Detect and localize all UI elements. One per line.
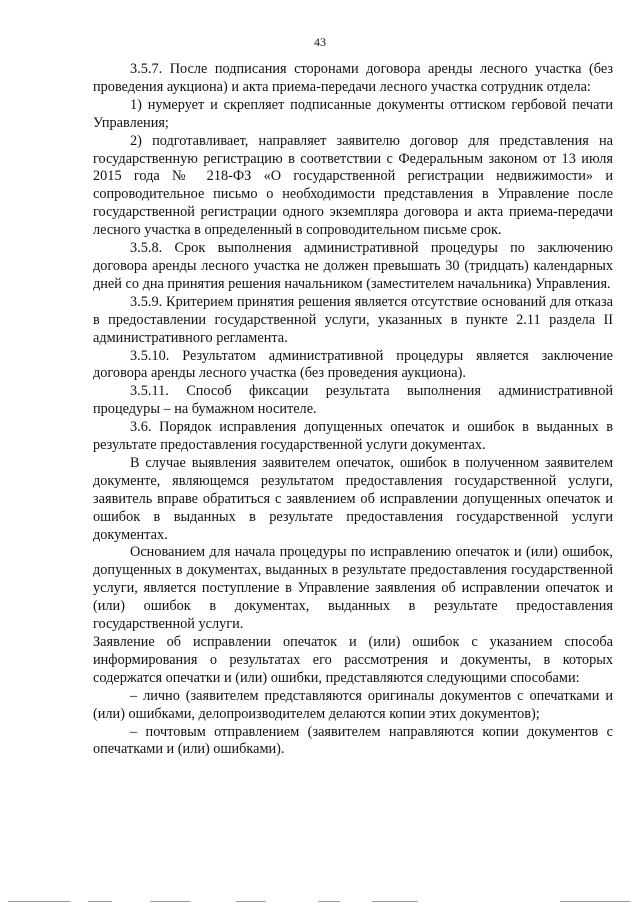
paragraph-3-5-10: 3.5.10. Результатом административной процедуры является заключение договора аренды лесного участка (без проведения аукциона). bbox=[93, 347, 613, 382]
scan-mark bbox=[318, 901, 340, 902]
paragraph-3-5-9: 3.5.9. Критерием принятия решения является отсутствие оснований для отказа в предоставлении государственной услуги, указанных в пункте 2.11 раздела II административного регламента. bbox=[93, 293, 613, 346]
paragraph-3-5-11: 3.5.11. Способ фиксации результата выполнения административной процедуры – на бумажном носителе. bbox=[93, 383, 613, 418]
paragraph-3-5-7: 3.5.7. После подписания сторонами договора аренды лесного участка (без проведения аукциона) и акта приема-передачи лесного участка сотрудник отдела: bbox=[93, 61, 613, 95]
paragraph-error-detection: В случае выявления заявителем опечаток, ошибок в полученном заявителем документе, являющемся результатом предоставления государственной услуги, заявитель вправе обратиться с заявлением об исправлении допущенных опечаток и ошибок в выданных в результате предоставления государственной услуги документах. bbox=[93, 454, 613, 543]
paragraph-3-6-heading: 3.6. Порядок исправления допущенных опечаток и ошибок в выданных в результате предоставления государственной услуги документах. bbox=[93, 419, 613, 454]
paragraph-submission-methods: Заявление об исправлении опечаток и (или) ошибок с указанием способа информирования о результатах его рассмотрения и документы, в которых содержатся опечатки и (или) ошибки, представляются следующими способами: bbox=[93, 634, 613, 686]
paragraph-in-person: – лично (заявителем представляются оригиналы документов с опечатками и (или) ошибками, делопроизводителем делаются копии этих документов); bbox=[93, 687, 613, 722]
page-number: 43 bbox=[314, 35, 326, 49]
scan-mark bbox=[236, 901, 266, 902]
document-body bbox=[93, 61, 613, 759]
paragraph-item-2: 2) подготавливает, направляет заявителю договор для представления на государственную регистрацию в соответствии с Федеральным законом от 13 июля 2015 года № 218-ФЗ «О государственной регистрации недвижимости» и сопроводительное письмо о необходимости представления в Управление после государственной регистрации одного экземпляра договора и акта приема-передачи лесного участка в определенный в сопроводительном письме срок. bbox=[93, 132, 613, 239]
scan-mark bbox=[560, 901, 630, 902]
scan-mark bbox=[150, 901, 190, 902]
paragraph-3-5-8: 3.5.8. Срок выполнения административной процедуры по заключению договора аренды лесного участка не должен превышать 30 (тридцать) календарных дней со дна принятия решения начальником (заместителем начальника) Управления. bbox=[93, 240, 613, 292]
scan-mark bbox=[372, 901, 418, 902]
scan-edge-artifacts bbox=[0, 895, 640, 905]
paragraph-procedure-basis: Основанием для начала процедуры по исправлению опечаток и (или) ошибок, допущенных в документах, выданных в результате предоставления государственной услуги, является поступление в Управление заявления об исправлении опечаток и (или) ошибок в документах, выданных в результате предоставления государственной услуги. bbox=[93, 544, 613, 633]
paragraph-by-mail: – почтовым отправлением (заявителем направляются копии документов с опечатками и (или) ошибками). bbox=[93, 723, 613, 758]
paragraph-item-1: 1) нумерует и скрепляет подписанные документы оттиском гербовой печати Управления; bbox=[93, 96, 613, 131]
scan-mark bbox=[8, 901, 70, 902]
scan-mark bbox=[88, 901, 112, 902]
